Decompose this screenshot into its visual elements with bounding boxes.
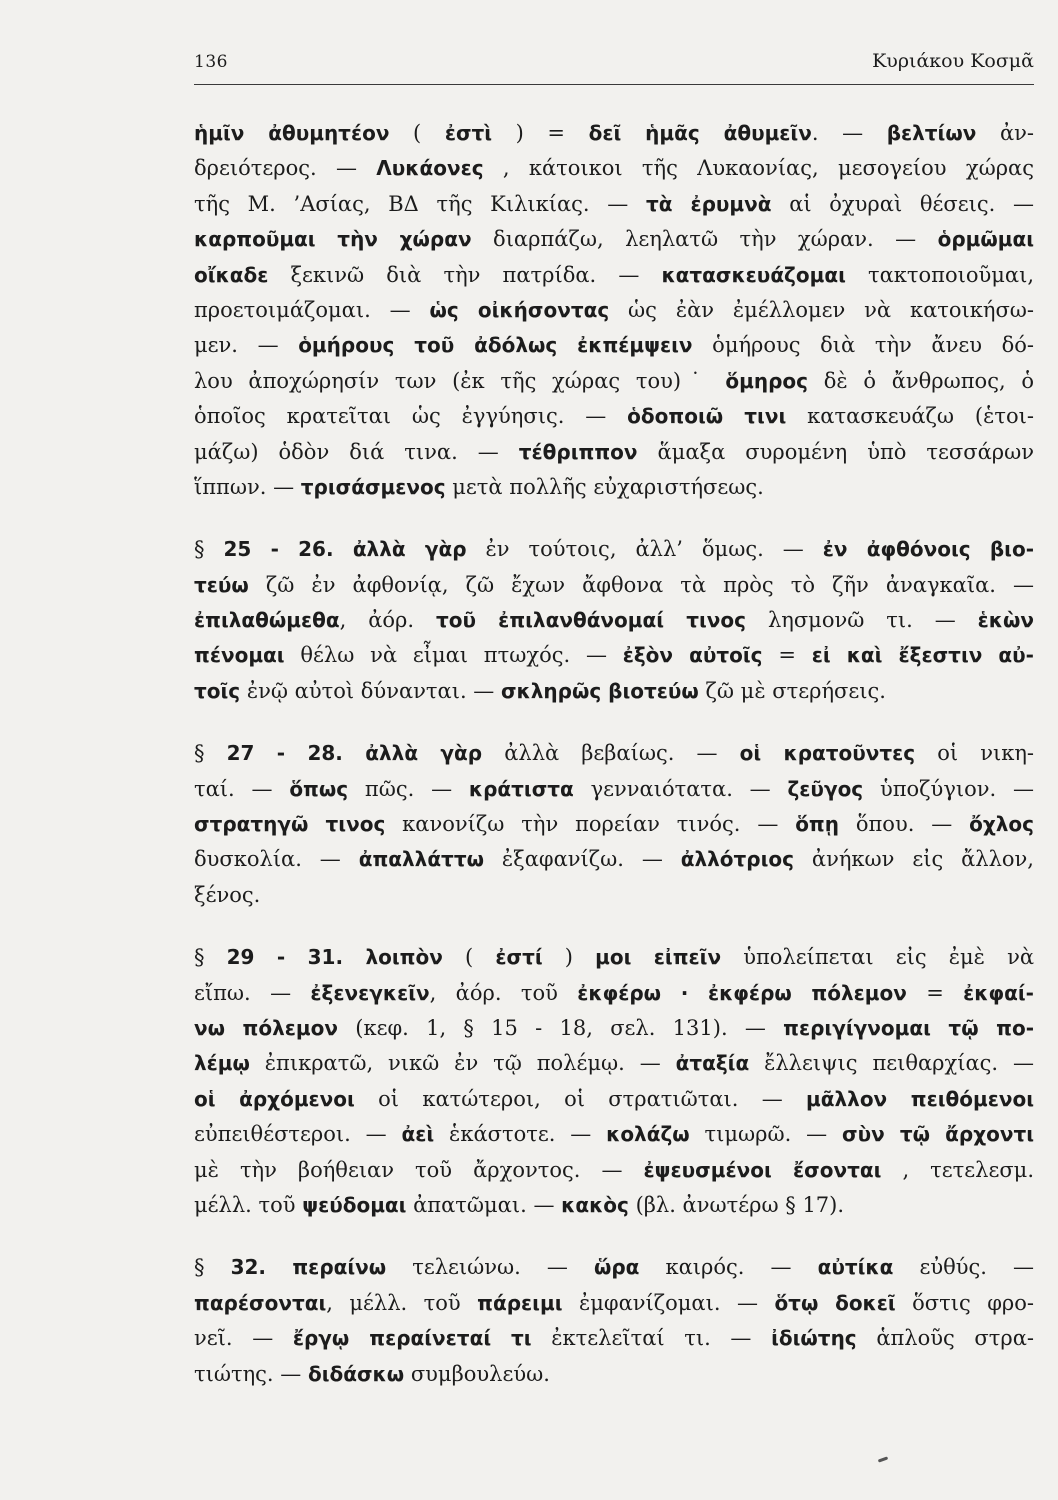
gloss-text: αἱ ὀχυραὶ θέσεις. —: [771, 191, 1034, 216]
lemma-term: σὺν τῷ ἄρχοντι: [842, 1122, 1035, 1147]
gloss-text: ἀπατῶμαι. —: [406, 1192, 562, 1217]
lemma-term: ὡς οἰκήσοντας: [429, 297, 610, 322]
gloss-text: δρειότερος. —: [194, 156, 377, 181]
text-line: [194, 736, 1034, 771]
lemma-term: Λυκάονες: [376, 156, 484, 181]
gloss-text: §: [194, 537, 224, 562]
text-line: [194, 116, 1034, 151]
lemma-term: τέθριππον: [518, 439, 638, 464]
lemma-term: 25 - 26. ἀλλὰ γὰρ: [223, 537, 467, 562]
gloss-text: τῆς Μ. ’Ασίας, ΒΔ τῆς Κιλικίας. —: [194, 191, 646, 216]
gloss-text: ἐξαφανίζω. —: [483, 847, 681, 872]
lemma-term: ἐστί: [495, 945, 543, 970]
gloss-text: ἐπικρατῶ, νικῶ ἐν τῷ πολέμῳ. —: [249, 1051, 676, 1076]
lemma-term: κράτιστα: [468, 776, 574, 801]
gloss-text: ὑποζύγιον. —: [863, 776, 1034, 801]
text-line: [194, 1117, 1034, 1152]
lemma-term: 29 - 31. λοιπὸν: [226, 945, 443, 970]
lemma-term: ἰδιώτης: [771, 1326, 857, 1351]
gloss-text: ἐκτελεῖταί τι. —: [531, 1326, 772, 1351]
gloss-text: (βλ. ἀνωτέρω § 17).: [628, 1192, 845, 1217]
lemma-term: πένομαι: [194, 643, 285, 668]
lemma-term: ὄχλος: [969, 812, 1034, 837]
gloss-text: ἐν τούτοις, ἀλλ’ ὅμως. —: [466, 537, 823, 562]
lemma-term: τρισάσμενος: [300, 474, 446, 499]
gloss-text: τακτοποιοῦμαι,: [845, 262, 1034, 287]
text-line: [194, 638, 1034, 673]
text-line: [194, 878, 1034, 913]
lemma-term: ὁρμῶμαι: [937, 227, 1034, 252]
gloss-text: (κεφ. 1, § 15 - 18, σελ. 131). —: [338, 1015, 784, 1040]
gloss-text: ξένος.: [194, 882, 261, 907]
gloss-text: ἔλλειψις πειθαρχίας. —: [749, 1051, 1034, 1076]
lemma-term: σκληρῶς βιοτεύω: [500, 678, 699, 703]
lemma-term: στρατηγῶ τινος: [194, 812, 386, 837]
text-line: [194, 940, 1034, 975]
gloss-text: μεν. —: [194, 333, 299, 358]
text-line: [194, 1286, 1034, 1321]
lemma-term: ἐκφέρω · ἐκφέρω πόλεμον: [577, 980, 907, 1005]
gloss-text: ἀν-: [976, 121, 1034, 145]
lemma-term: τὰ ἐρυμνὰ: [645, 191, 772, 216]
lemma-term: λέμῳ: [194, 1051, 250, 1076]
text-line: [194, 258, 1034, 293]
lemma-term: ἐν ἀφθόνοις βιο-: [822, 537, 1035, 562]
text-line: [194, 1188, 1034, 1223]
paragraph-gap: [194, 709, 1034, 736]
text-line: [194, 470, 1034, 505]
text-line: [194, 842, 1034, 877]
gloss-text: συμβουλεύω.: [404, 1361, 550, 1386]
text-line: [194, 674, 1034, 709]
lemma-term: μοι εἰπεῖν: [595, 945, 722, 970]
paragraph-gap: [194, 1223, 1034, 1250]
commentary-paragraph: [194, 736, 1034, 913]
gloss-text: , ἀόρ.: [339, 608, 436, 633]
lemma-term: ἀπαλλάττω: [358, 847, 484, 872]
lemma-term: 27 - 28. ἀλλὰ γὰρ: [226, 741, 483, 766]
text-line: [194, 1250, 1034, 1285]
gloss-text: οἱ νικη-: [915, 741, 1035, 766]
lemma-term: διδάσκω: [307, 1361, 405, 1386]
gloss-text: νεῖ. —: [194, 1326, 293, 1351]
lemma-term: οἱ κρατοῦντες: [739, 741, 916, 766]
gloss-text: ἐμφανίζομαι. —: [562, 1290, 775, 1315]
commentary-paragraph: [194, 532, 1034, 709]
gloss-text: ἅμαξα συρομένη ὑπὸ τεσσάρων: [637, 439, 1035, 464]
lemma-term: παρέσονται: [194, 1290, 327, 1315]
gloss-text: , τετελεσμ.: [881, 1157, 1034, 1182]
gloss-text: μετὰ πολλῆς εὐχαριστήσεως.: [445, 474, 764, 499]
lemma-term: αὐτίκα: [817, 1255, 894, 1280]
commentary-paragraph: [194, 116, 1034, 505]
text-line: [194, 222, 1034, 257]
text-line: [194, 532, 1034, 567]
lemma-term: ἐκφαί-: [963, 980, 1034, 1005]
gloss-text: ζῶ μὲ στερήσεις.: [698, 678, 886, 703]
text-line: [194, 1321, 1034, 1356]
lemma-term: ὅπῃ: [795, 812, 839, 837]
text-line: [194, 1357, 1034, 1392]
running-head: Κυριάκου Κοσμᾶ: [872, 50, 1034, 72]
lemma-term: ἐξενεγκεῖν: [310, 980, 430, 1005]
lemma-term: κακὸς: [561, 1192, 629, 1217]
gloss-text: δυσκολία. —: [194, 847, 359, 872]
lemma-term: ὥρα: [593, 1255, 640, 1280]
text-line: [194, 807, 1034, 842]
lemma-term: ἀεὶ: [401, 1122, 435, 1147]
lemma-term: ὅπως: [289, 776, 349, 801]
lemma-term: ψεύδομαι: [302, 1192, 407, 1217]
lemma-term: ἐστὶ: [444, 121, 493, 145]
lemma-term: ἀταξία: [675, 1051, 750, 1076]
lemma-term: πάρειμι: [477, 1290, 563, 1315]
gloss-text: , ἀόρ. τοῦ: [429, 980, 578, 1005]
lemma-term: περιγίγνομαι τῷ πο-: [783, 1015, 1034, 1040]
text-line: [194, 1153, 1034, 1188]
gloss-text: §: [194, 1255, 231, 1280]
lemma-term: ἡμῖν ἀθυμητέον: [194, 121, 390, 145]
text-line: [194, 328, 1034, 363]
paragraph-gap: [194, 913, 1034, 940]
gloss-text: τελειώνω. —: [386, 1255, 594, 1280]
gloss-text: , μέλλ. τοῦ: [326, 1290, 478, 1315]
lemma-term: τοῦ ἐπιλανθάνομαί τινος: [435, 608, 747, 633]
gloss-text: =: [762, 643, 812, 668]
gloss-text: ταί. —: [194, 776, 290, 801]
text-line: [194, 1046, 1034, 1081]
gloss-text: ὅστις φρο-: [895, 1290, 1035, 1315]
gloss-text: ζῶ ἐν ἀφθονίᾳ, ζῶ ἔχων ἄφθονα τὰ πρὸς τὸ ζῆν ἀναγκαῖα. —: [248, 572, 1034, 597]
text-line: [194, 568, 1034, 603]
lemma-term: κατασκευάζομαι: [661, 262, 846, 287]
gloss-text: μάζω) ὁδὸν διά τινα. —: [194, 439, 519, 464]
lemma-term: ζεῦγος: [787, 776, 864, 801]
gloss-text: §: [194, 741, 227, 766]
lemma-term: ὅτῳ δοκεῖ: [774, 1290, 896, 1315]
lemma-term: ὁδοποιῶ τινι: [627, 404, 787, 429]
gloss-text: . —: [811, 121, 887, 145]
text-line: [194, 603, 1034, 638]
gloss-text: θέλω νὰ εἶμαι πτωχός. —: [284, 643, 623, 668]
text-line: [194, 399, 1034, 434]
gloss-text: ξεκινῶ διὰ τὴν πατρίδα. —: [268, 262, 662, 287]
gloss-text: ἀλλὰ βεβαίως. —: [482, 741, 740, 766]
gloss-text: λησμονῶ τι. —: [746, 608, 978, 633]
text-line: [194, 187, 1034, 222]
gloss-text: ἑκάστοτε. —: [434, 1122, 607, 1147]
gloss-text: ὑπολείπεται εἰς ἐμὲ νὰ: [721, 945, 1035, 970]
text-line: [194, 1082, 1034, 1117]
gloss-text: εὐθύς. —: [893, 1255, 1034, 1280]
gloss-text: εὐπειθέστεροι. —: [194, 1122, 402, 1147]
gloss-text: λου ἀποχώρησίν των (ἐκ τῆς χώρας του)˙: [194, 368, 726, 393]
lemma-term: ὁμήρους τοῦ ἀδόλως ἐκπέμψειν: [298, 333, 693, 358]
gloss-text: =: [906, 980, 964, 1005]
gloss-text: κατασκευάζω (ἑτοι-: [786, 404, 1034, 429]
lemma-term: νω πόλεμον: [194, 1015, 338, 1040]
gloss-text: ἐνῷ αὐτοὶ δύνανται. —: [240, 678, 501, 703]
gloss-text: (: [389, 121, 445, 145]
lemma-term: ἀλλότριος: [680, 847, 794, 872]
gloss-text: ἁπλοῦς στρα-: [856, 1326, 1035, 1351]
gloss-text: ἀνήκων εἰς ἄλλον,: [794, 847, 1034, 872]
page-header: [194, 44, 1034, 85]
gloss-text: ὅπου. —: [839, 812, 970, 837]
gloss-text: ): [542, 945, 596, 970]
gloss-text: πῶς. —: [348, 776, 469, 801]
gloss-text: (: [442, 945, 496, 970]
text-line: [194, 151, 1034, 186]
text-line: [194, 1011, 1034, 1046]
gloss-text: οἱ κατώτεροι, οἱ στρατιῶται. —: [354, 1086, 807, 1111]
lemma-term: ἐψευσμένοι ἔσονται: [643, 1157, 882, 1182]
gloss-text: διαρπάζω, λεηλατῶ τὴν χώραν. —: [471, 227, 938, 252]
lemma-term: ἐπιλαθώμεθα: [194, 608, 340, 633]
gloss-text: , κάτοικοι τῆς Λυκαονίας, μεσογείου χώρας: [483, 156, 1034, 181]
gloss-text: μέλλ. τοῦ: [194, 1192, 303, 1217]
text-line: [194, 772, 1034, 807]
lemma-term: καρποῦμαι τὴν χώραν: [194, 227, 472, 252]
gloss-text: ) =: [492, 121, 589, 145]
paragraph-gap: [194, 505, 1034, 532]
lemma-term: εἰ καὶ ἔξεστιν αὐ-: [811, 643, 1034, 668]
gloss-text: τιμωρῶ. —: [689, 1122, 842, 1147]
gloss-text: καιρός. —: [639, 1255, 818, 1280]
gloss-text: μὲ τὴν βοήθειαν τοῦ ἄρχοντος. —: [194, 1157, 644, 1182]
text-line: [194, 293, 1034, 328]
lemma-term: οἴκαδε: [194, 262, 269, 287]
text-line: [194, 364, 1034, 399]
gloss-text: ὡς ἐὰν ἐμέλλομεν νὰ κατοικήσω-: [609, 297, 1035, 322]
text-line: [194, 976, 1034, 1011]
lemma-term: κολάζω: [606, 1122, 690, 1147]
lemma-term: τεύω: [194, 572, 249, 597]
lemma-term: οἱ ἀρχόμενοι: [194, 1086, 355, 1111]
lemma-term: ἐξὸν αὐτοῖς: [622, 643, 763, 668]
commentary-body: [194, 116, 1034, 1392]
lemma-term: βελτίων: [886, 121, 977, 145]
lemma-term: 32. περαίνω: [230, 1255, 387, 1280]
lemma-term: τοῖς: [194, 678, 241, 703]
gloss-text: προετοιμάζομαι. —: [194, 297, 430, 322]
gloss-text: κανονίζω τὴν πορείαν τινός. —: [385, 812, 796, 837]
commentary-paragraph: [194, 940, 1034, 1223]
gloss-text: δὲ ὁ ἄνθρωπος, ὁ: [808, 368, 1034, 393]
ink-mark: [878, 1456, 888, 1462]
lemma-term: δεῖ ἡμᾶς ἀθυμεῖν: [588, 121, 812, 145]
lemma-term: ἑκὼν: [977, 608, 1034, 633]
commentary-paragraph: [194, 1250, 1034, 1392]
gloss-text: ὁμήρους διὰ τὴν ἄνευ δό-: [692, 333, 1034, 358]
lemma-term: ἔργῳ περαίνεταί τι: [292, 1326, 532, 1351]
lemma-term: ὅμηρος: [725, 368, 809, 393]
gloss-text: τιώτης. —: [194, 1361, 308, 1386]
gloss-text: γενναιότατα. —: [573, 776, 788, 801]
gloss-text: ὁποῖος κρατεῖται ὡς ἐγγύησις. —: [194, 404, 628, 429]
page-number: 136: [194, 52, 228, 72]
gloss-text: εἴπω. —: [194, 980, 311, 1005]
text-line: [194, 435, 1034, 470]
lemma-term: μᾶλλον πειθόμενοι: [806, 1086, 1035, 1111]
gloss-text: §: [194, 945, 227, 970]
gloss-text: ἵππων. —: [194, 474, 301, 499]
